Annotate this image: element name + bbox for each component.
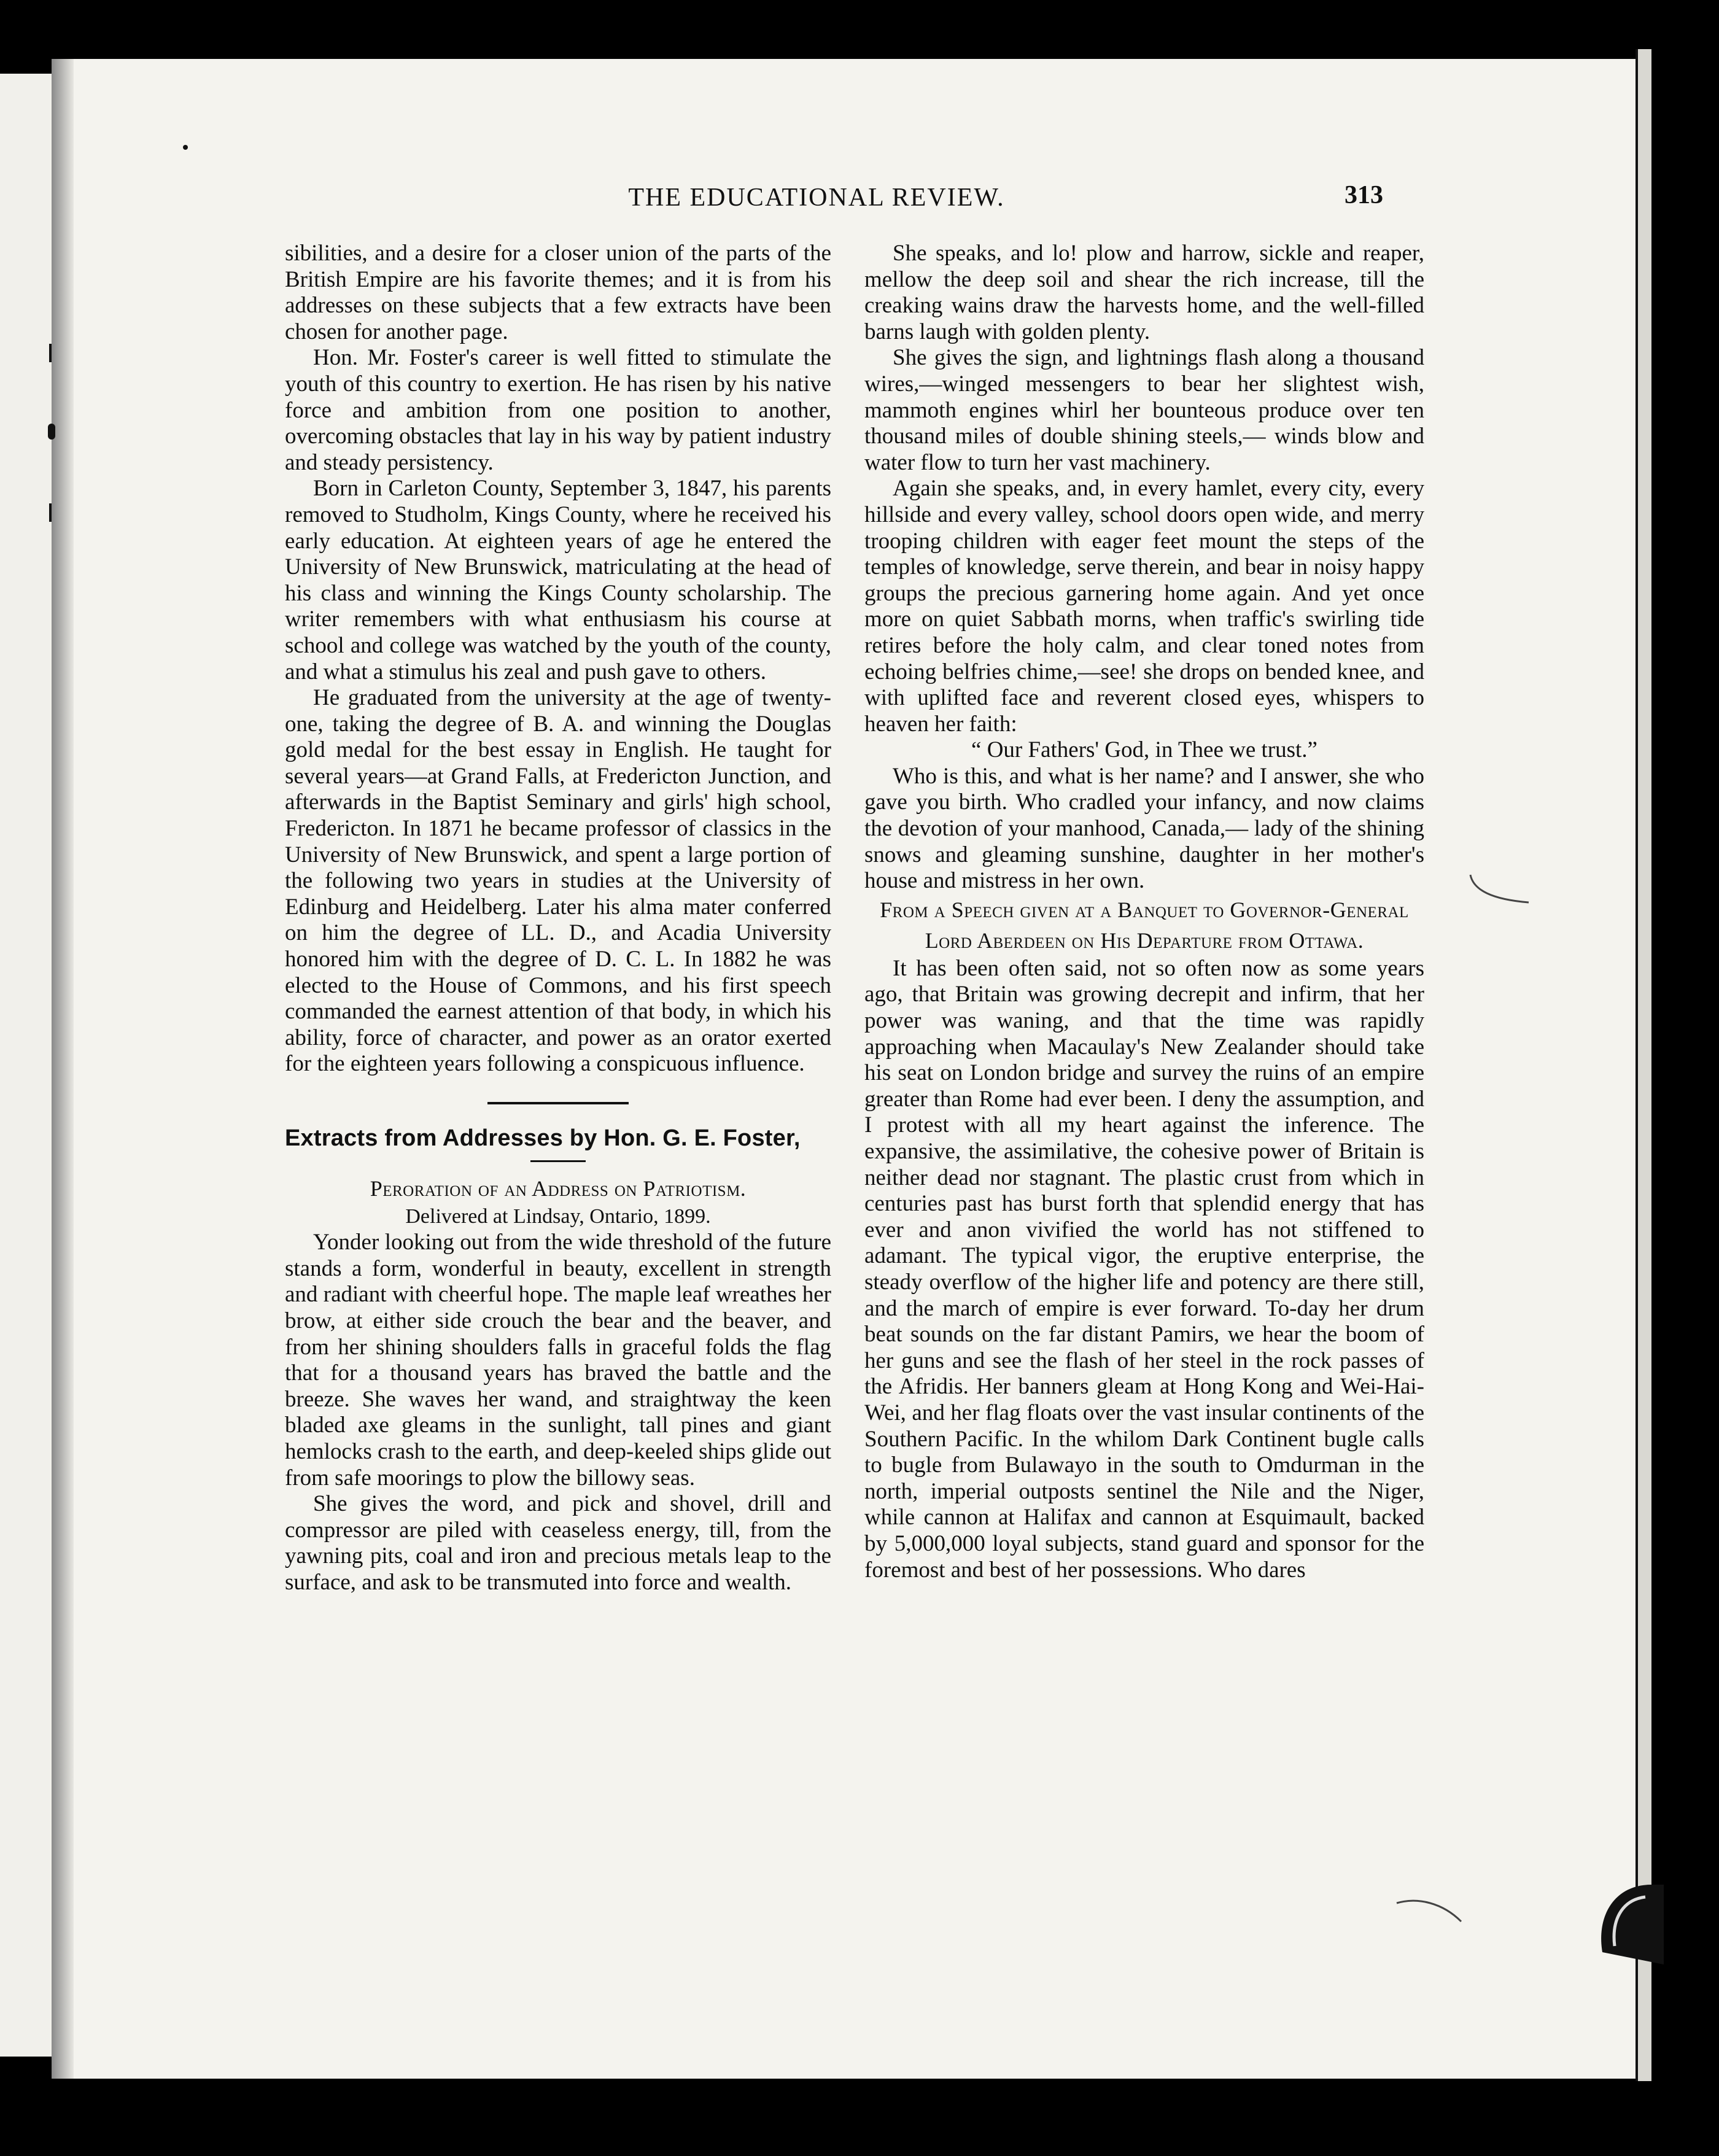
paragraph: Yonder looking out from the wide threshold of the future stands a form, wonderful in beauty, excellent in strength and radiant with cheerful hope. The maple leaf wreathes her brow, at either side crouch the bear and the beaver, and from her shining shoulders falls in graceful folds the flag that for a thousand years has braved the battle and the breeze. She waves her wand, and straightway the keen bladed axe gleams in the sunlight, tall pines and giant hemlocks crash to the earth, and deep-keeled ships glide out from safe moorings to plow the billowy seas. (285, 1230, 831, 1491)
quote: “ Our Fathers' God, in Thee we trust.” (971, 737, 1317, 763)
paragraph: sibilities, and a desire for a closer union of the parts of the British Empire are his favorite themes; and it is from his addresses on these subjects that a few extracts have been chosen for another page. (285, 241, 831, 344)
paragraph: Again she speaks, and, in every hamlet, every city, every hillside and every valley, school doors open wide, and merry trooping children with eager feet mount the steps of the temples of knowledge, serve therein, and bear in noisy happy groups the precious garnering home again. And yet once more on quiet Sabbath morns, when traffic's swirling tide retires before the holy calm, and clear toned notes from echoing belfries chime,—see! she drops on bended knee, and with uplifted face and reverent closed eyes, whispers to heaven her faith: (864, 476, 1424, 737)
running-title: THE EDUCATIONAL REVIEW. (628, 184, 1005, 212)
paragraph: She speaks, and lo! plow and harrow, sickle and reaper, mellow the deep soil and shear the rich increase, till the creaking wains draw the harvests home, and the well-filled barns laugh with golden plenty. (864, 241, 1424, 344)
binding-mark (48, 424, 55, 440)
gutter-shadow (52, 59, 74, 2079)
paragraph: She gives the sign, and lightnings flash along a thousand wires,—winged messengers to bear her slightest wish, mammoth engines whirl her bounteous produce over ten thousand miles of double shining steels,— winds blow and water flow to turn her vast machinery. (864, 345, 1424, 475)
speech-heading: From a Speech given at a Banquet to Governor-General Lord Aberdeen on His Departure from Ottawa. (880, 897, 1409, 953)
paragraph: Who is this, and what is her name? and I answer, she who gave you birth. Who cradled your infancy, and now claims the devotion of your manhood, Canada,— lady of the shining snows and gleaming sunshine, daughter in her mother's house and mistress in her own. (864, 763, 1424, 894)
binding-mark (49, 344, 52, 362)
page-number: 313 (1345, 181, 1383, 209)
section-title: Extracts from Addresses by Hon. G. E. Foster, (285, 1125, 801, 1151)
corner-fold (1590, 1879, 1664, 1964)
binding-edge (1636, 49, 1651, 2081)
binding-mark (49, 503, 52, 522)
section-divider (487, 1102, 629, 1104)
scan-speck (183, 145, 188, 150)
right-column (864, 241, 1424, 1583)
address-heading: Peroration of an Address on Patriotism. (370, 1176, 747, 1201)
title-divider (530, 1160, 586, 1162)
adjacent-page-strip (0, 74, 52, 2057)
paragraph: Hon. Mr. Foster's career is well fitted to stimulate the youth of this country to exertion. He has risen by his native force and ambition from one position to another, overcoming obstacles that lay in his way by patient industry and steady persistency. (285, 345, 831, 475)
left-column (285, 241, 831, 1596)
address-subheading: Delivered at Lindsay, Ontario, 1899. (405, 1204, 711, 1228)
paragraph: It has been often said, not so often now as some years ago, that Britain was growing decrepit and infirm, that her power was waning, and that the time was rapidly approaching when Macaulay's New Zealander should take his seat on London bridge and survey the ruins of an empire greater than Rome had ever been. I deny the assumption, and I protest with all my heart against the inference. The expansive, the assimilative, the cohesive power of Britain is neither dead nor stagnant. The plastic crust from which in centuries past has burst forth that splendid energy that has ever and anon vivified the world has not stiffened to adamant. The typical vigor, the eruptive enterprise, the steady overflow of the higher life and potency are there still, and the march of empire is ever forward. To-day her drum beat sounds on the far distant Pamirs, we hear the boom of her guns and see the flash of her steel in the rock passes of the Afridis. Her banners gleam at Hong Kong and Wei-Hai-Wei, and her flag floats over the vast insular continents of the Southern Pacific. In the whilom Dark Continent bugle calls to bugle from Bulawayo in the south to Omdurman in the north, imperial outposts sentinel the Nile and the Niger, while cannon at Halifax and cannon at Esquimault, backed by 5,000,000 loyal subjects, stand guard and sponsor for the foremost and best of her possessions. Who dares (864, 955, 1424, 1583)
pencil-mark (1467, 872, 1535, 909)
paragraph: He graduated from the university at the age of twenty-one, taking the degree of B. A. and winning the Douglas gold medal for the best essay in English. He taught for several years—at Grand Falls, at Fredericton Junction, and afterwards in the Baptist Seminary and girls' high school, Fredericton. In 1871 he became professor of classics in the University of New Brunswick, and spent a large portion of the following two years in studies at the University of Edinburg and Heidelberg. Later his alma mater conferred on him the degree of LL. D., and Acadia University honored him with the degree of D. C. L. In 1882 he was elected to the House of Commons, and his first speech commanded the earnest attention of that body, in which his ability, force of character, and power as an orator exerted for the eighteen years following a conspicuous influence. (285, 685, 831, 1077)
pencil-mark (1394, 1897, 1467, 1928)
paragraph: She gives the word, and pick and shovel, drill and compressor are piled with ceaseless energy, till, from the yawning pits, coal and iron and precious metals leap to the surface, and ask to be transmuted into force and wealth. (285, 1491, 831, 1595)
paragraph: Born in Carleton County, September 3, 1847, his parents removed to Studholm, Kings County, where he received his early education. At eighteen years of age he entered the University of New Brunswick, matriculating at the head of his class and winning the Kings County scholarship. The writer remembers with what enthusiasm his course at school and college was watched by the youth of the county, and what a stimulus his zeal and push gave to others. (285, 476, 831, 684)
